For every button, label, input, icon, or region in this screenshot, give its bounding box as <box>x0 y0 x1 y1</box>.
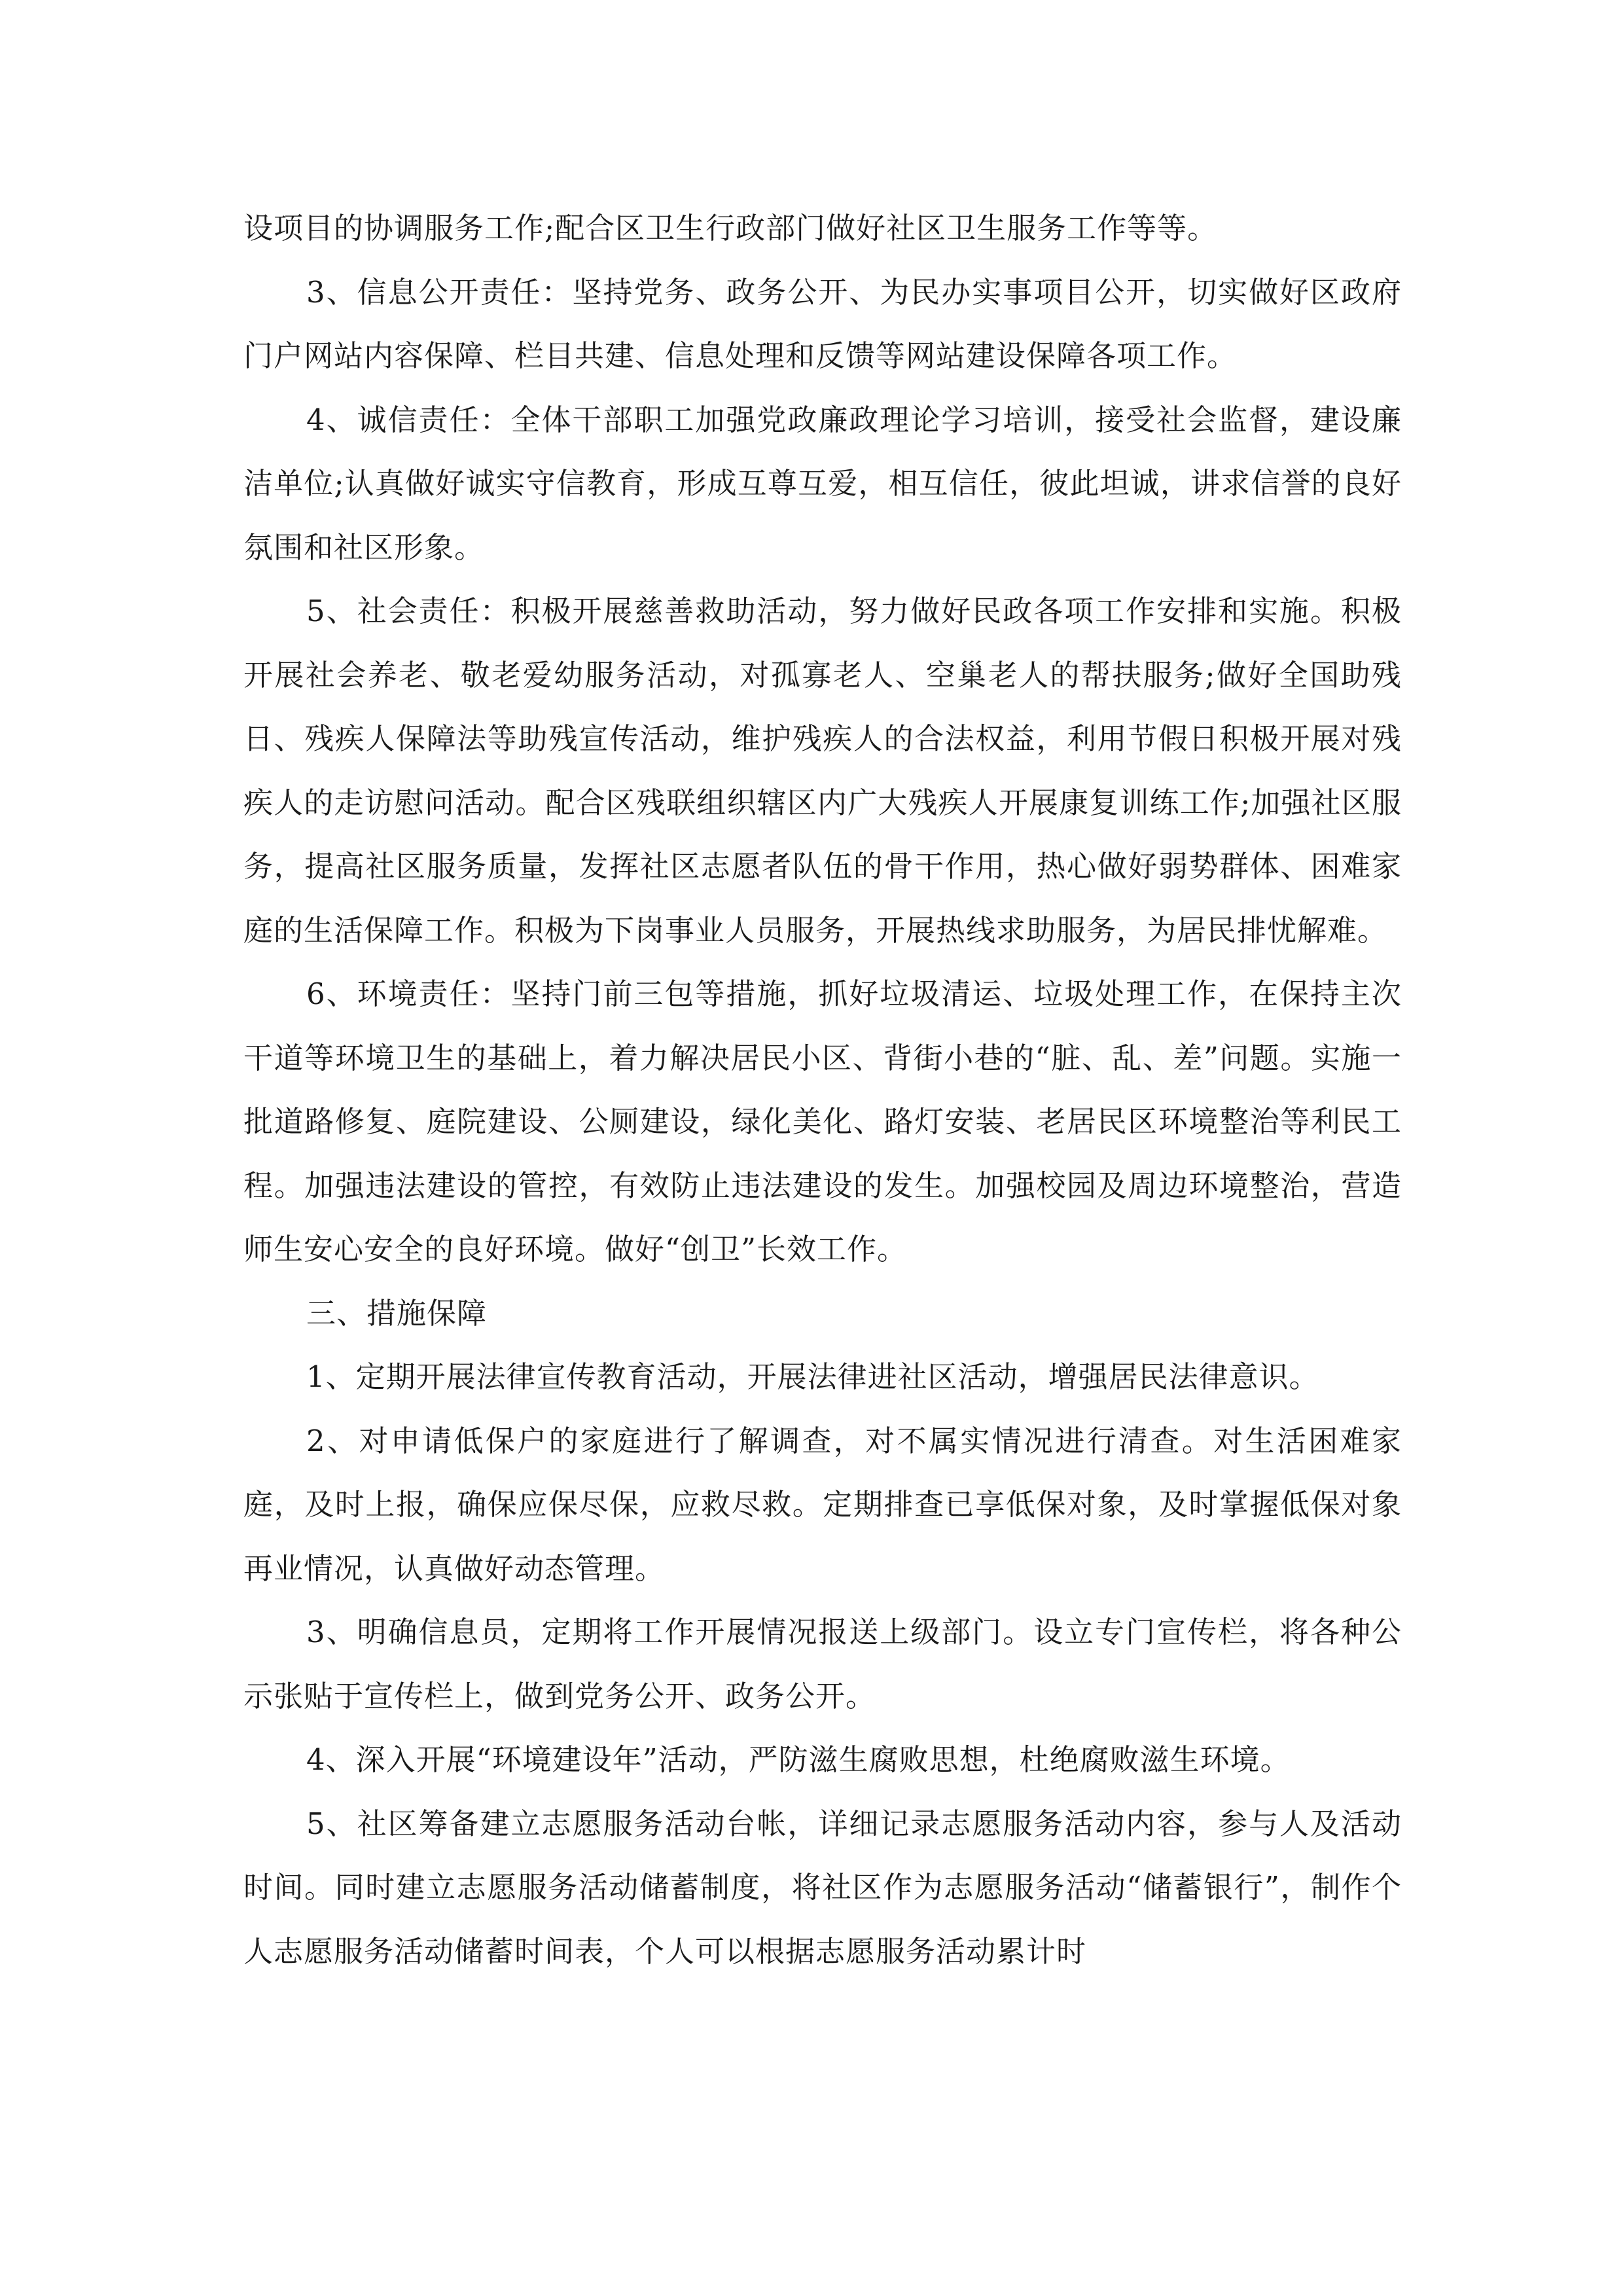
paragraph-info-disclosure: 3、信息公开责任：坚持党务、政务公开、为民办实事项目公开，切实做好区政府门户网站内容保障、栏目共建、信息处理和反馈等网站建设保障各项工作。 <box>243 274 1402 373</box>
paragraph-continued: 设项目的协调服务工作;配合区卫生行政部门做好社区卫生服务工作等等。 <box>243 211 1218 245</box>
paragraph-measure-3: 3、明确信息员，定期将工作开展情况报送上级部门。设立专门宣传栏，将各种公示张贴于宣传栏上，做到党务公开、政务公开。 <box>243 1615 1402 1713</box>
section-heading-measures: 三、措施保障 <box>306 1295 488 1331</box>
paragraph-measure-5: 5、社区筹备建立志愿服务活动台帐，详细记录志愿服务活动内容，参与人及活动时间。同时建立志愿服务活动储蓄制度，将社区作为志愿服务活动“储蓄银行”，制作个人志愿服务活动储蓄时间表，个人可以根据志愿服务活动累计时 <box>243 1806 1402 1969</box>
paragraph-measure-4: 4、深入开展“环境建设年”活动，严防滋生腐败思想，杜绝腐败滋生环境。 <box>306 1742 1291 1777</box>
document-body <box>243 196 1402 1983</box>
paragraph-environment: 6、环境责任：坚持门前三包等措施，抓好垃圾清运、垃圾处理工作，在保持主次干道等环境卫生的基础上，着力解决居民小区、背街小巷的“脏、乱、差”问题。实施一批道路修复、庭院建设、公厕建设，绿化美化、路灯安装、老居民区环境整治等利民工程。加强违法建设的管控，有效防止违法建设的发生。加强校园及周边环境整治，营造师生安心安全的良好环境。做好“创卫”长效工作。 <box>243 977 1402 1266</box>
paragraph-integrity: 4、诚信责任：全体干部职工加强党政廉政理论学习培训，接受社会监督，建设廉洁单位;认真做好诚实守信教育，形成互尊互爱，相互信任，彼此坦诚，讲求信誉的良好氛围和社区形象。 <box>243 402 1402 565</box>
paragraph-measure-1: 1、定期开展法律宣传教育活动，开展法律进社区活动，增强居民法律意识。 <box>306 1359 1319 1394</box>
paragraph-measure-2: 2、对申请低保户的家庭进行了解调查，对不属实情况进行清查。对生活困难家庭，及时上报，确保应保尽保，应救尽救。定期排查已享低保对象，及时掌握低保对象再业情况，认真做好动态管理。 <box>243 1423 1402 1586</box>
paragraph-social-responsibility: 5、社会责任：积极开展慈善救助活动，努力做好民政各项工作安排和实施。积极开展社会养老、敬老爱幼服务活动，对孤寡老人、空巢老人的帮扶服务;做好全国助残日、残疾人保障法等助残宣传活动，维护残疾人的合法权益，利用节假日积极开展对残疾人的走访慰问活动。配合区残联组织辖区内广大残疾人开展康复训练工作;加强社区服务，提高社区服务质量，发挥社区志愿者队伍的骨干作用，热心做好弱势群体、困难家庭的生活保障工作。积极为下岗事业人员服务，开展热线求助服务，为居民排忧解难。 <box>243 594 1402 948</box>
